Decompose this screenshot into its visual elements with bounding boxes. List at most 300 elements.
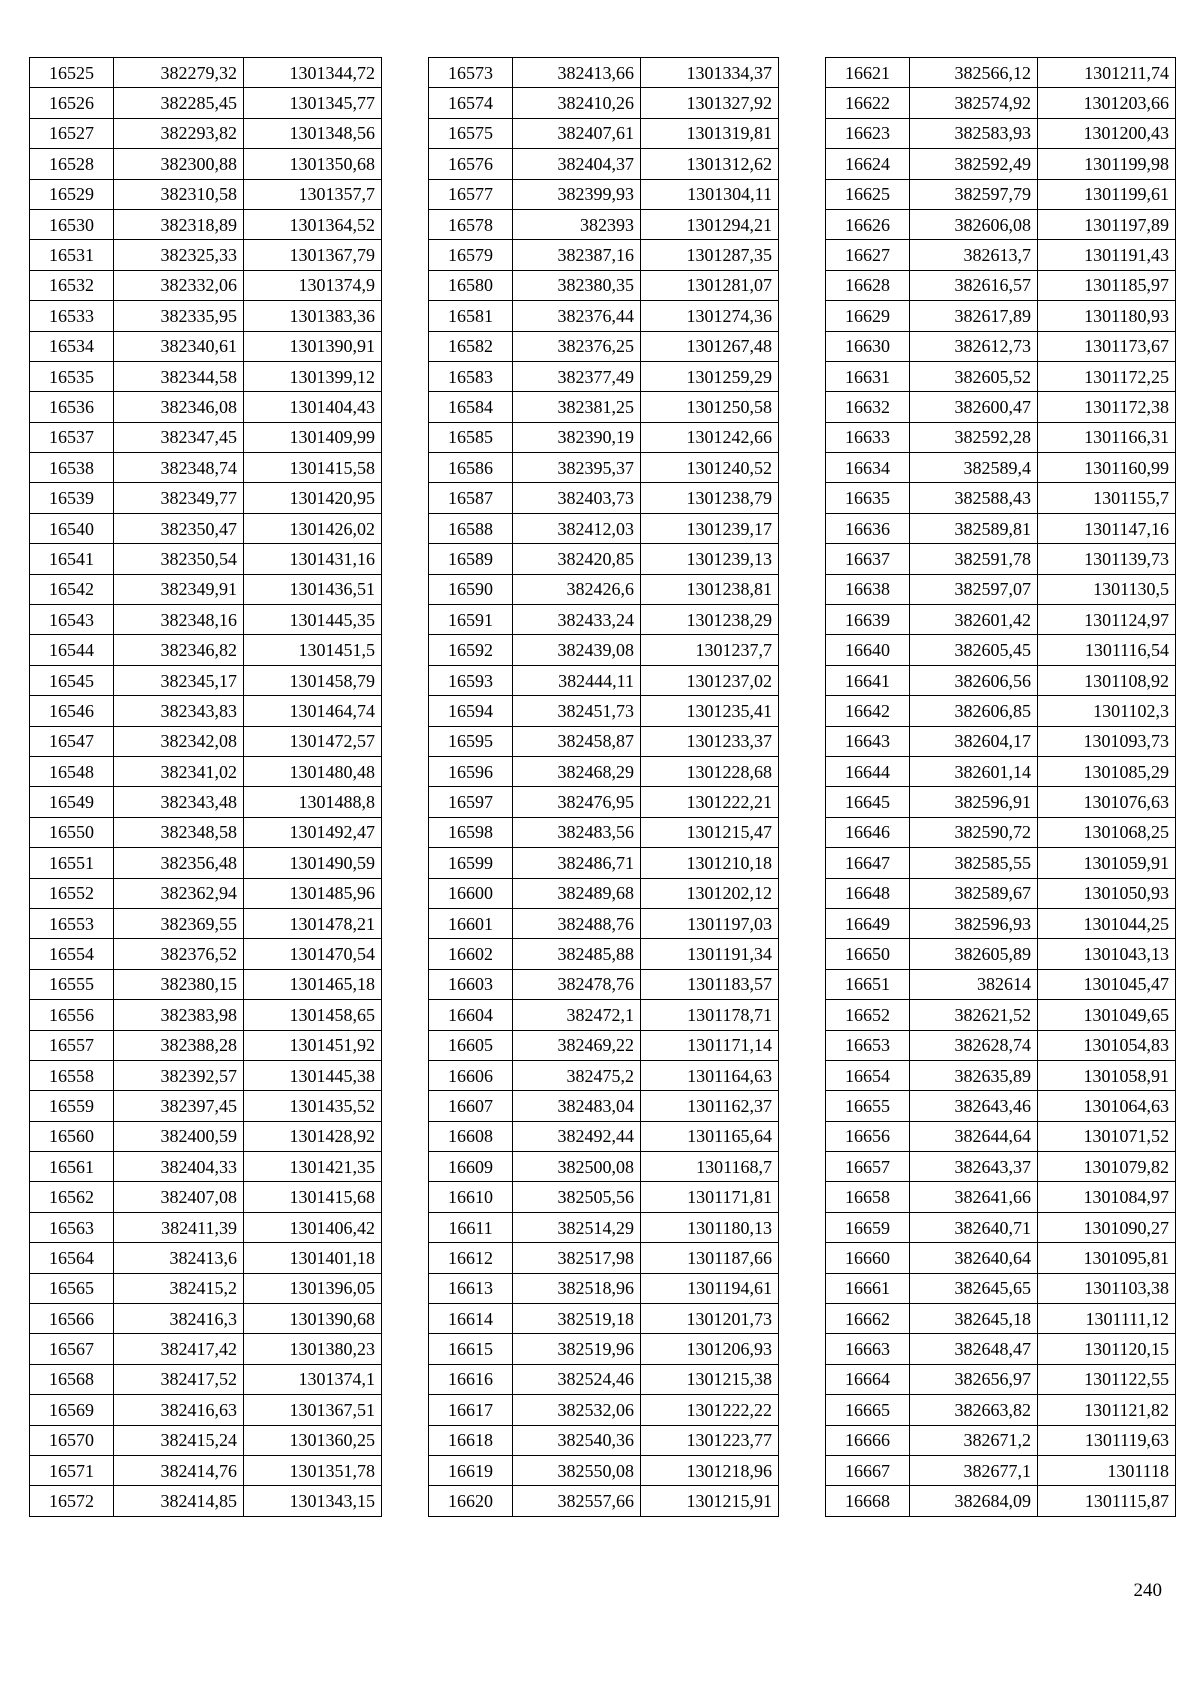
x-coordinate-cell: 382415,24 [114, 1425, 244, 1455]
point-id-cell: 16613 [429, 1273, 513, 1303]
point-id-cell: 16594 [429, 696, 513, 726]
table-row [429, 878, 779, 908]
point-id-cell: 16592 [429, 635, 513, 665]
x-coordinate-cell: 382349,77 [114, 483, 244, 513]
table-row [429, 301, 779, 331]
table-row [429, 1121, 779, 1151]
table-row [429, 1091, 779, 1121]
point-id-cell: 16560 [30, 1121, 114, 1151]
y-coordinate-cell: 1301093,73 [1038, 726, 1176, 756]
table-row [826, 878, 1176, 908]
point-id-cell: 16638 [826, 574, 910, 604]
y-coordinate-cell: 1301458,65 [244, 1000, 382, 1030]
point-id-cell: 16583 [429, 361, 513, 391]
x-coordinate-cell: 382332,06 [114, 270, 244, 300]
x-coordinate-cell: 382596,91 [910, 787, 1038, 817]
x-coordinate-cell: 382644,64 [910, 1121, 1038, 1151]
x-coordinate-cell: 382483,04 [513, 1091, 641, 1121]
point-id-cell: 16610 [429, 1182, 513, 1212]
point-id-cell: 16647 [826, 848, 910, 878]
table-row [30, 908, 382, 938]
x-coordinate-cell: 382392,57 [114, 1060, 244, 1090]
table-row [429, 1000, 779, 1030]
x-coordinate-cell: 382589,4 [910, 453, 1038, 483]
point-id-cell: 16561 [30, 1152, 114, 1182]
point-id-cell: 16527 [30, 118, 114, 148]
x-coordinate-cell: 382340,61 [114, 331, 244, 361]
table-row [826, 1060, 1176, 1090]
table-row [30, 574, 382, 604]
y-coordinate-cell: 1301222,22 [641, 1395, 779, 1425]
y-coordinate-cell: 1301139,73 [1038, 544, 1176, 574]
table-row [826, 848, 1176, 878]
point-id-cell: 16548 [30, 756, 114, 786]
table-row [826, 422, 1176, 452]
y-coordinate-cell: 1301242,66 [641, 422, 779, 452]
point-id-cell: 16545 [30, 665, 114, 695]
x-coordinate-cell: 382343,83 [114, 696, 244, 726]
y-coordinate-cell: 1301183,57 [641, 969, 779, 999]
x-coordinate-cell: 382413,66 [513, 58, 641, 88]
point-id-cell: 16639 [826, 605, 910, 635]
table-row [30, 1000, 382, 1030]
x-coordinate-cell: 382518,96 [513, 1273, 641, 1303]
y-coordinate-cell: 1301421,35 [244, 1152, 382, 1182]
table-row [429, 1243, 779, 1273]
y-coordinate-cell: 1301357,7 [244, 179, 382, 209]
y-coordinate-cell: 1301367,79 [244, 240, 382, 270]
x-coordinate-cell: 382451,73 [513, 696, 641, 726]
table-row [429, 453, 779, 483]
x-coordinate-cell: 382407,08 [114, 1182, 244, 1212]
point-id-cell: 16653 [826, 1030, 910, 1060]
table-row [826, 1091, 1176, 1121]
x-coordinate-cell: 382383,98 [114, 1000, 244, 1030]
x-coordinate-cell: 382472,1 [513, 1000, 641, 1030]
point-id-cell: 16525 [30, 58, 114, 88]
y-coordinate-cell: 1301274,36 [641, 301, 779, 331]
point-id-cell: 16602 [429, 939, 513, 969]
point-id-cell: 16578 [429, 209, 513, 239]
y-coordinate-cell: 1301478,21 [244, 908, 382, 938]
table-row [30, 1121, 382, 1151]
table-row [826, 361, 1176, 391]
x-coordinate-cell: 382628,74 [910, 1030, 1038, 1060]
point-id-cell: 16542 [30, 574, 114, 604]
point-id-cell: 16565 [30, 1273, 114, 1303]
point-id-cell: 16648 [826, 878, 910, 908]
point-id-cell: 16645 [826, 787, 910, 817]
point-id-cell: 16616 [429, 1364, 513, 1394]
table-row [30, 88, 382, 118]
point-id-cell: 16629 [826, 301, 910, 331]
table-row [826, 1273, 1176, 1303]
y-coordinate-cell: 1301049,65 [1038, 1000, 1176, 1030]
table-row [826, 270, 1176, 300]
y-coordinate-cell: 1301451,92 [244, 1030, 382, 1060]
table-row [429, 939, 779, 969]
table-row [429, 1364, 779, 1394]
table-row [30, 1395, 382, 1425]
x-coordinate-cell: 382348,74 [114, 453, 244, 483]
point-id-cell: 16640 [826, 635, 910, 665]
y-coordinate-cell: 1301147,16 [1038, 513, 1176, 543]
y-coordinate-cell: 1301180,13 [641, 1212, 779, 1242]
y-coordinate-cell: 1301085,29 [1038, 756, 1176, 786]
point-id-cell: 16628 [826, 270, 910, 300]
x-coordinate-cell: 382612,73 [910, 331, 1038, 361]
x-coordinate-cell: 382478,76 [513, 969, 641, 999]
y-coordinate-cell: 1301383,36 [244, 301, 382, 331]
point-id-cell: 16567 [30, 1334, 114, 1364]
y-coordinate-cell: 1301223,77 [641, 1425, 779, 1455]
x-coordinate-cell: 382412,03 [513, 513, 641, 543]
x-coordinate-cell: 382458,87 [513, 726, 641, 756]
y-coordinate-cell: 1301458,79 [244, 665, 382, 695]
x-coordinate-cell: 382344,58 [114, 361, 244, 391]
x-coordinate-cell: 382600,47 [910, 392, 1038, 422]
point-id-cell: 16654 [826, 1060, 910, 1090]
x-coordinate-cell: 382475,2 [513, 1060, 641, 1090]
y-coordinate-cell: 1301426,02 [244, 513, 382, 543]
table-row [30, 1060, 382, 1090]
y-coordinate-cell: 1301197,03 [641, 908, 779, 938]
x-coordinate-cell: 382597,79 [910, 179, 1038, 209]
point-id-cell: 16526 [30, 88, 114, 118]
table-row [30, 1030, 382, 1060]
x-coordinate-cell: 382606,56 [910, 665, 1038, 695]
x-coordinate-cell: 382648,47 [910, 1334, 1038, 1364]
y-coordinate-cell: 1301162,37 [641, 1091, 779, 1121]
table-row [826, 635, 1176, 665]
y-coordinate-cell: 1301200,43 [1038, 118, 1176, 148]
y-coordinate-cell: 1301160,99 [1038, 453, 1176, 483]
table-row [429, 1030, 779, 1060]
point-id-cell: 16557 [30, 1030, 114, 1060]
point-id-cell: 16623 [826, 118, 910, 148]
y-coordinate-cell: 1301480,48 [244, 756, 382, 786]
table-row [429, 1486, 779, 1516]
y-coordinate-cell: 1301130,5 [1038, 574, 1176, 604]
table-row [826, 1395, 1176, 1425]
y-coordinate-cell: 1301210,18 [641, 848, 779, 878]
point-id-cell: 16556 [30, 1000, 114, 1030]
table-row [30, 118, 382, 148]
point-id-cell: 16535 [30, 361, 114, 391]
point-id-cell: 16651 [826, 969, 910, 999]
point-id-cell: 16659 [826, 1212, 910, 1242]
point-id-cell: 16664 [826, 1364, 910, 1394]
point-id-cell: 16635 [826, 483, 910, 513]
x-coordinate-cell: 382325,33 [114, 240, 244, 270]
y-coordinate-cell: 1301071,52 [1038, 1121, 1176, 1151]
x-coordinate-cell: 382377,49 [513, 361, 641, 391]
page-number: 240 [1133, 1580, 1162, 1601]
table-row [826, 939, 1176, 969]
x-coordinate-cell: 382413,6 [114, 1243, 244, 1273]
point-id-cell: 16577 [429, 179, 513, 209]
table-row [30, 1486, 382, 1516]
table-row [30, 301, 382, 331]
point-id-cell: 16536 [30, 392, 114, 422]
x-coordinate-cell: 382606,08 [910, 209, 1038, 239]
y-coordinate-cell: 1301360,25 [244, 1425, 382, 1455]
y-coordinate-cell: 1301043,13 [1038, 939, 1176, 969]
x-coordinate-cell: 382300,88 [114, 149, 244, 179]
x-coordinate-cell: 382643,37 [910, 1152, 1038, 1182]
y-coordinate-cell: 1301191,43 [1038, 240, 1176, 270]
x-coordinate-cell: 382550,08 [513, 1455, 641, 1485]
table-row [826, 817, 1176, 847]
point-id-cell: 16606 [429, 1060, 513, 1090]
point-id-cell: 16553 [30, 908, 114, 938]
x-coordinate-cell: 382486,71 [513, 848, 641, 878]
y-coordinate-cell: 1301464,74 [244, 696, 382, 726]
y-coordinate-cell: 1301415,58 [244, 453, 382, 483]
table-row [826, 605, 1176, 635]
table-row [429, 1334, 779, 1364]
point-id-cell: 16573 [429, 58, 513, 88]
table-row [826, 1455, 1176, 1485]
y-coordinate-cell: 1301319,81 [641, 118, 779, 148]
table-row [30, 149, 382, 179]
x-coordinate-cell: 382420,85 [513, 544, 641, 574]
table-row [30, 635, 382, 665]
y-coordinate-cell: 1301343,15 [244, 1486, 382, 1516]
point-id-cell: 16550 [30, 817, 114, 847]
point-id-cell: 16568 [30, 1364, 114, 1394]
y-coordinate-cell: 1301076,63 [1038, 787, 1176, 817]
table-row [429, 118, 779, 148]
y-coordinate-cell: 1301166,31 [1038, 422, 1176, 452]
y-coordinate-cell: 1301045,47 [1038, 969, 1176, 999]
y-coordinate-cell: 1301470,54 [244, 939, 382, 969]
y-coordinate-cell: 1301435,52 [244, 1091, 382, 1121]
x-coordinate-cell: 382444,11 [513, 665, 641, 695]
point-id-cell: 16637 [826, 544, 910, 574]
point-id-cell: 16667 [826, 1455, 910, 1485]
x-coordinate-cell: 382635,89 [910, 1060, 1038, 1090]
x-coordinate-cell: 382376,44 [513, 301, 641, 331]
coordinate-table-body [30, 58, 382, 1517]
y-coordinate-cell: 1301259,29 [641, 361, 779, 391]
table-row [826, 665, 1176, 695]
table-row [826, 1334, 1176, 1364]
x-coordinate-cell: 382592,28 [910, 422, 1038, 452]
point-id-cell: 16528 [30, 149, 114, 179]
table-row [30, 1182, 382, 1212]
table-row [30, 1152, 382, 1182]
x-coordinate-cell: 382671,2 [910, 1425, 1038, 1455]
table-row [826, 574, 1176, 604]
x-coordinate-cell: 382393 [513, 209, 641, 239]
point-id-cell: 16660 [826, 1243, 910, 1273]
table-row [30, 453, 382, 483]
table-row [429, 270, 779, 300]
table-row [429, 726, 779, 756]
x-coordinate-cell: 382417,52 [114, 1364, 244, 1394]
table-row [30, 1364, 382, 1394]
x-coordinate-cell: 382589,67 [910, 878, 1038, 908]
point-id-cell: 16549 [30, 787, 114, 817]
x-coordinate-cell: 382356,48 [114, 848, 244, 878]
point-id-cell: 16652 [826, 1000, 910, 1030]
x-coordinate-cell: 382489,68 [513, 878, 641, 908]
point-id-cell: 16570 [30, 1425, 114, 1455]
y-coordinate-cell: 1301364,52 [244, 209, 382, 239]
x-coordinate-cell: 382349,91 [114, 574, 244, 604]
coordinate-table-2 [428, 57, 779, 1517]
table-row [429, 1455, 779, 1485]
x-coordinate-cell: 382621,52 [910, 1000, 1038, 1030]
x-coordinate-cell: 382492,44 [513, 1121, 641, 1151]
y-coordinate-cell: 1301103,38 [1038, 1273, 1176, 1303]
y-coordinate-cell: 1301428,92 [244, 1121, 382, 1151]
point-id-cell: 16657 [826, 1152, 910, 1182]
y-coordinate-cell: 1301404,43 [244, 392, 382, 422]
x-coordinate-cell: 382415,2 [114, 1273, 244, 1303]
y-coordinate-cell: 1301050,93 [1038, 878, 1176, 908]
y-coordinate-cell: 1301120,15 [1038, 1334, 1176, 1364]
y-coordinate-cell: 1301390,91 [244, 331, 382, 361]
point-id-cell: 16643 [826, 726, 910, 756]
table-row [30, 58, 382, 88]
x-coordinate-cell: 382468,29 [513, 756, 641, 786]
y-coordinate-cell: 1301122,55 [1038, 1364, 1176, 1394]
x-coordinate-cell: 382596,93 [910, 908, 1038, 938]
table-row [30, 969, 382, 999]
point-id-cell: 16532 [30, 270, 114, 300]
y-coordinate-cell: 1301115,87 [1038, 1486, 1176, 1516]
y-coordinate-cell: 1301396,05 [244, 1273, 382, 1303]
x-coordinate-cell: 382519,96 [513, 1334, 641, 1364]
point-id-cell: 16584 [429, 392, 513, 422]
x-coordinate-cell: 382540,36 [513, 1425, 641, 1455]
point-id-cell: 16531 [30, 240, 114, 270]
y-coordinate-cell: 1301228,68 [641, 756, 779, 786]
y-coordinate-cell: 1301187,66 [641, 1243, 779, 1273]
y-coordinate-cell: 1301211,74 [1038, 58, 1176, 88]
table-row [30, 483, 382, 513]
table-row [429, 331, 779, 361]
table-row [826, 1000, 1176, 1030]
x-coordinate-cell: 382604,17 [910, 726, 1038, 756]
y-coordinate-cell: 1301168,7 [641, 1152, 779, 1182]
table-row [30, 848, 382, 878]
table-row [429, 969, 779, 999]
y-coordinate-cell: 1301044,25 [1038, 908, 1176, 938]
x-coordinate-cell: 382387,16 [513, 240, 641, 270]
y-coordinate-cell: 1301095,81 [1038, 1243, 1176, 1273]
x-coordinate-cell: 382519,18 [513, 1304, 641, 1334]
table-row [429, 908, 779, 938]
table-row [30, 787, 382, 817]
y-coordinate-cell: 1301215,91 [641, 1486, 779, 1516]
y-coordinate-cell: 1301118 [1038, 1455, 1176, 1485]
y-coordinate-cell: 1301345,77 [244, 88, 382, 118]
point-id-cell: 16569 [30, 1395, 114, 1425]
point-id-cell: 16644 [826, 756, 910, 786]
x-coordinate-cell: 382318,89 [114, 209, 244, 239]
table-row [826, 969, 1176, 999]
table-row [826, 1152, 1176, 1182]
y-coordinate-cell: 1301399,12 [244, 361, 382, 391]
table-row [429, 787, 779, 817]
y-coordinate-cell: 1301197,89 [1038, 209, 1176, 239]
table-row [30, 1243, 382, 1273]
y-coordinate-cell: 1301390,68 [244, 1304, 382, 1334]
x-coordinate-cell: 382514,29 [513, 1212, 641, 1242]
y-coordinate-cell: 1301445,38 [244, 1060, 382, 1090]
point-id-cell: 16599 [429, 848, 513, 878]
y-coordinate-cell: 1301202,12 [641, 878, 779, 908]
point-id-cell: 16641 [826, 665, 910, 695]
y-coordinate-cell: 1301380,23 [244, 1334, 382, 1364]
point-id-cell: 16633 [826, 422, 910, 452]
y-coordinate-cell: 1301173,67 [1038, 331, 1176, 361]
y-coordinate-cell: 1301287,35 [641, 240, 779, 270]
point-id-cell: 16621 [826, 58, 910, 88]
x-coordinate-cell: 382483,56 [513, 817, 641, 847]
point-id-cell: 16612 [429, 1243, 513, 1273]
point-id-cell: 16574 [429, 88, 513, 118]
point-id-cell: 16650 [826, 939, 910, 969]
x-coordinate-cell: 382346,82 [114, 635, 244, 665]
y-coordinate-cell: 1301267,48 [641, 331, 779, 361]
x-coordinate-cell: 382279,32 [114, 58, 244, 88]
point-id-cell: 16579 [429, 240, 513, 270]
point-id-cell: 16562 [30, 1182, 114, 1212]
point-id-cell: 16571 [30, 1455, 114, 1485]
y-coordinate-cell: 1301171,14 [641, 1030, 779, 1060]
point-id-cell: 16559 [30, 1091, 114, 1121]
table-row [429, 179, 779, 209]
x-coordinate-cell: 382410,26 [513, 88, 641, 118]
x-coordinate-cell: 382404,37 [513, 149, 641, 179]
y-coordinate-cell: 1301250,58 [641, 392, 779, 422]
point-id-cell: 16537 [30, 422, 114, 452]
y-coordinate-cell: 1301079,82 [1038, 1152, 1176, 1182]
y-coordinate-cell: 1301374,1 [244, 1364, 382, 1394]
y-coordinate-cell: 1301058,91 [1038, 1060, 1176, 1090]
table-row [826, 331, 1176, 361]
x-coordinate-cell: 382376,52 [114, 939, 244, 969]
table-row [826, 88, 1176, 118]
x-coordinate-cell: 382566,12 [910, 58, 1038, 88]
point-id-cell: 16558 [30, 1060, 114, 1090]
x-coordinate-cell: 382591,78 [910, 544, 1038, 574]
x-coordinate-cell: 382381,25 [513, 392, 641, 422]
table-row [30, 1455, 382, 1485]
point-id-cell: 16596 [429, 756, 513, 786]
x-coordinate-cell: 382476,95 [513, 787, 641, 817]
x-coordinate-cell: 382605,45 [910, 635, 1038, 665]
table-row [30, 1212, 382, 1242]
x-coordinate-cell: 382416,63 [114, 1395, 244, 1425]
x-coordinate-cell: 382532,06 [513, 1395, 641, 1425]
point-id-cell: 16614 [429, 1304, 513, 1334]
y-coordinate-cell: 1301239,17 [641, 513, 779, 543]
x-coordinate-cell: 382348,16 [114, 605, 244, 635]
table-row [429, 1212, 779, 1242]
point-id-cell: 16586 [429, 453, 513, 483]
y-coordinate-cell: 1301171,81 [641, 1182, 779, 1212]
y-coordinate-cell: 1301108,92 [1038, 665, 1176, 695]
point-id-cell: 16581 [429, 301, 513, 331]
x-coordinate-cell: 382557,66 [513, 1486, 641, 1516]
x-coordinate-cell: 382411,39 [114, 1212, 244, 1242]
point-id-cell: 16631 [826, 361, 910, 391]
